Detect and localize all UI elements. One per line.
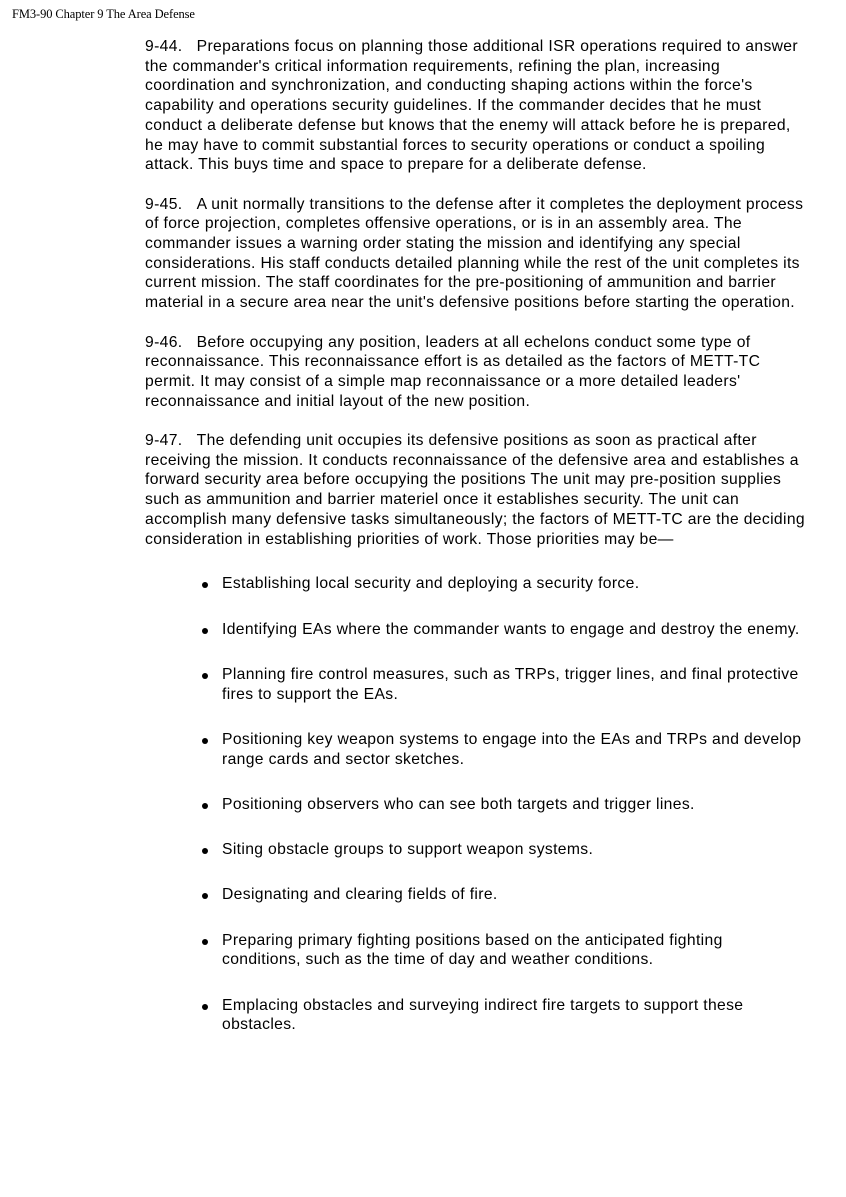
bullet-icon [202,893,208,899]
paragraph-text: A unit normally transitions to the defense after it completes the deployment process of force projection, completes offensive operations, or is in an assembly area. The commander issues a warning order stating the mission and identifying any special considerations. His staff conducts detailed planning while the rest of the unit completes its current mission. The staff coordinates for the pre-positioning of ammunition and barrier material in a secure area near the unit's defensive positions before starting the operation. [145,195,804,312]
priorities-list [145,574,805,1035]
list-item-text: Positioning observers who can see both targets and trigger lines. [222,795,695,813]
list-item-text: Positioning key weapon systems to engage into the EAs and TRPs and develop range cards and sector sketches. [222,730,802,768]
list-item [198,885,805,905]
list-item [198,931,805,970]
document-body [145,37,805,1061]
list-item-text: Siting obstacle groups to support weapon systems. [222,841,594,859]
paragraph-9-46 [145,333,805,412]
bullet-icon [202,848,208,854]
list-item-text: Preparing primary fighting positions based on the anticipated fighting conditions, such as the time of day and weather conditions. [222,931,723,969]
paragraph-text: Before occupying any position, leaders at all echelons conduct some type of reconnaissance. This reconnaissance effort is as detailed as the factors of METT-TC permit. It may consist of a simple map reconnaissance or a more detailed leaders' reconnaissance and initial layout of the new position. [145,333,761,410]
running-header: FM3-90 Chapter 9 The Area Defense [12,7,195,21]
list-item [198,665,805,704]
list-item-text: Identifying EAs where the commander wants to engage and destroy the enemy. [222,620,800,638]
bullet-icon [202,803,208,809]
paragraph-text: The defending unit occupies its defensive positions as soon as practical after receiving the mission. It conducts reconnaissance of the defensive area and establishes a forward security area before occupying the positions The unit may pre-position supplies such as ammunition and barrier materiel once it establishes security. The unit can accomplish many defensive tasks simultaneously; the factors of METT-TC are the deciding consideration in establishing priorities of work. Those priorities may be— [145,432,805,548]
list-item-text: Establishing local security and deploying a security force. [222,575,640,593]
bullet-icon [202,582,208,588]
paragraph-text: Preparations focus on planning those additional ISR operations required to answer the commander's critical information requirements, refining the plan, increasing coordination and synchronization, and conducting shaping actions within the force's capability and operations security guidelines. If the commander decides that he must conduct a deliberate defense but knows that the enemy will attack before he is prepared, he may have to commit substantial forces to security operations or conduct a spoiling attack. This buys time and space to prepare for a deliberate defense. [145,38,798,174]
paragraph-9-45 [145,195,805,313]
bullet-icon [202,939,208,945]
list-item [198,996,805,1035]
list-item [198,574,805,594]
bullet-icon [202,1004,208,1010]
list-item [198,795,805,815]
bullet-icon [202,673,208,679]
paragraph-9-47 [145,431,805,549]
paragraph-number: 9-44. [145,38,183,55]
list-item [198,730,805,769]
list-item-text: Designating and clearing fields of fire. [222,886,498,904]
list-item [198,840,805,860]
bullet-icon [202,738,208,744]
list-item-text: Emplacing obstacles and surveying indirect fire targets to support these obstacles. [222,996,744,1034]
paragraph-number: 9-45. [145,195,183,213]
paragraph-number: 9-46. [145,333,183,351]
paragraph-9-44 [145,37,805,175]
list-item-text: Planning fire control measures, such as TRPs, trigger lines, and final protective fires to support the EAs. [222,665,799,703]
list-item [198,620,805,640]
paragraph-number: 9-47. [145,432,183,450]
bullet-icon [202,628,208,634]
